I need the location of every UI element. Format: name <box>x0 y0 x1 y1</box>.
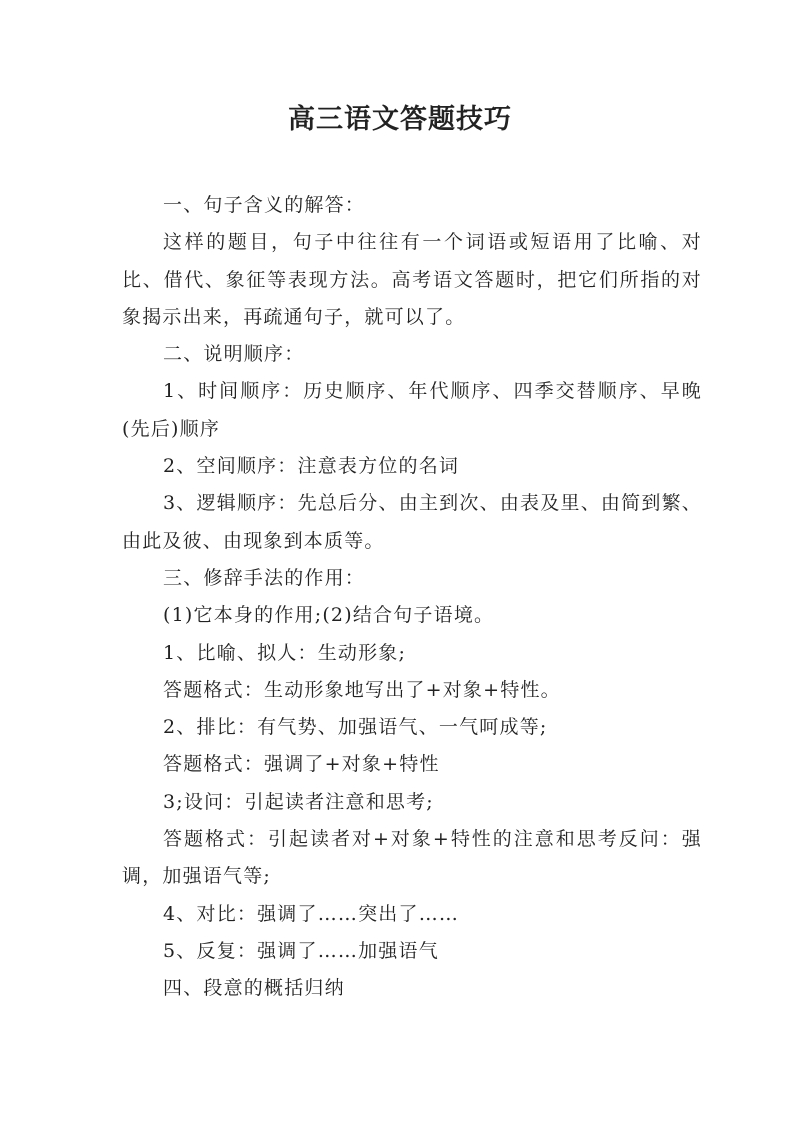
item-metaphor: 1、比喻、拟人：生动形象; <box>163 641 407 664</box>
item-time-order: 1、时间顺序：历史顺序、年代顺序、四季交替顺序、早晚(先后)顺序 <box>122 380 702 440</box>
heading-rhetoric-function: 三、修辞手法的作用： <box>163 566 366 589</box>
item-parallelism: 2、排比：有气势、加强语气、一气呵成等; <box>163 716 548 739</box>
heading-sentence-meaning: 一、句子含义的解答： <box>163 194 366 216</box>
item-rhetorical-question: 3;设问：引起读者注意和思考; <box>163 790 434 813</box>
document-title: 高三语文答题技巧 <box>288 104 512 135</box>
answer-format-rhetorical-question: 答题格式：引起读者对+对象+特性的注意和思考反问：强调，加强语气等; <box>122 828 702 888</box>
item-rhetoric-overview: (1)它本身的作用;(2)结合句子语境。 <box>163 604 495 627</box>
heading-paragraph-summary: 四、段意的概括归纳 <box>163 977 345 1000</box>
item-repetition: 5、反复：强调了……加强语气 <box>163 939 439 962</box>
document-body <box>122 187 702 1008</box>
heading-explanation-order: 二、说明顺序： <box>163 343 305 366</box>
item-logic-order: 3、逻辑顺序：先总后分、由主到次、由表及里、由简到繁、由此及彼、由现象到本质等。 <box>122 492 702 552</box>
answer-format-parallelism: 答题格式：强调了+对象+特性 <box>163 753 440 776</box>
paragraph-sentence-meaning: 这样的题目，句子中往往有一个词语或短语用了比喻、对比、借代、象征等表现方法。高考语文答题时，把它们所指的对象揭示出来，再疏通句子，就可以了。 <box>122 231 702 328</box>
answer-format-metaphor: 答题格式：生动形象地写出了+对象+特性。 <box>163 678 561 701</box>
item-contrast: 4、对比：强调了……突出了…… <box>163 902 460 925</box>
item-space-order: 2、空间顺序：注意表方位的名词 <box>163 455 460 478</box>
